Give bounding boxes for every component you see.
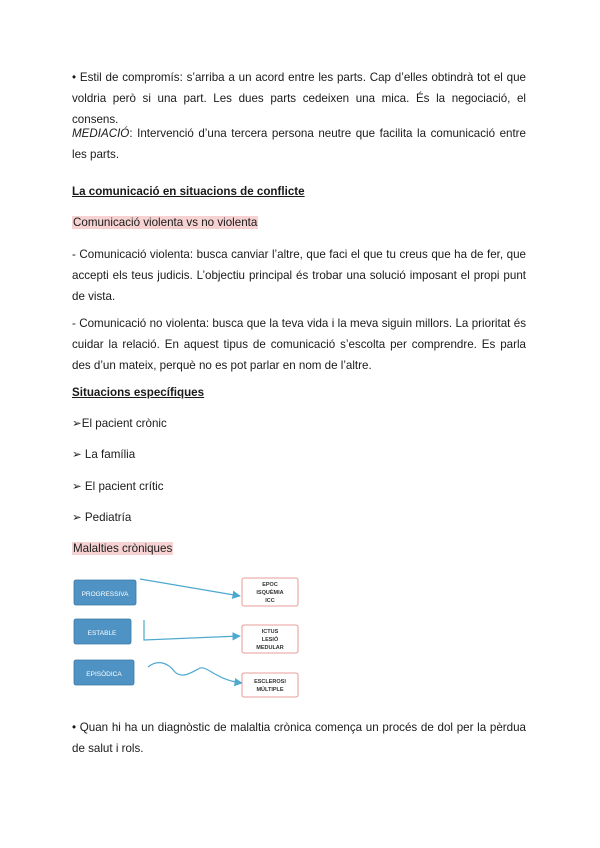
box-esclerosi-multiple [242,673,298,697]
arrow-progressiva [140,579,240,596]
term-mediacio: MEDIACIÓ [72,127,130,140]
arrow-estable [144,620,240,640]
list-item-situacio: ➢ Pediatría [72,511,132,524]
paragraph-compromis: • Estil de compromís: s’arriba a un acord entre les parts. Cap d’elles obtindrà tot el que voldria però si una part. Les dues parts cedeixen una mica. És la negociació, el consens. [72,71,526,126]
box-episodica [74,660,134,685]
box-ictus-lesio-medular [242,625,298,653]
box-line: EPOC [262,582,278,588]
box-line: MEDULAR [256,645,284,651]
heading-comunicacio: La comunicació en situacions de conflicte [72,185,305,198]
list-item-situacio: ➢ La família [72,448,136,461]
list-item-situacio: ➢El pacient crònic [72,417,167,430]
arrow-episodica [148,663,242,683]
box-estable [74,619,131,644]
box-line: LESIÓ [261,637,279,643]
paragraph-diagnostic: • Quan hi ha un diagnòstic de malaltia crònica comença un procés de dol per la pèrdua de salut i rols. [72,721,526,755]
list-item-situacio: ➢ El pacient crític [72,480,164,493]
paragraph-comunicacio-no-violenta: - Comunicació no violenta: busca que la teva vida i la meva siguin millors. La prioritat és cuidar la relació. En aquest tipus de comunicació s’escolta per comprendre. Es parla des d’un mateix, perquè no es pot parlar en nom de l’altre. [72,317,526,372]
box-line: ICTUS [261,629,279,635]
box-label: PROGRESSIVA [81,591,129,598]
box-label: ESTABLE [87,630,117,637]
paragraph-mediacio [72,123,526,165]
box-line: ESCLEROSI [254,679,286,685]
box-line: ICC [265,598,275,604]
subheading-malalties [72,538,526,559]
box-line: MÚLTIPLE [256,687,284,693]
paragraph-comunicacio-violenta: - Comunicació violenta: busca canviar l’altre, que faci el que tu creus que ha de fer, que accepti els teus judicis. L’objectiu principal és trobar una solució imposant el propi punt de vista. [72,248,526,303]
box-line: ISQUÈMIA [256,590,284,596]
box-epoc-isquemia-icc [242,578,298,606]
chronic-disease-diagram [70,570,320,705]
box-label: EPISÒDICA [86,671,122,678]
box-progressiva [74,580,136,605]
mediacio-definition: : Intervenció d’una tercera persona neutre que facilita la comunicació entre les parts. [72,127,526,161]
highlighted-subheading: Malalties cròniques [73,542,173,555]
subheading-comunicacio-violenta [72,212,526,233]
highlighted-subheading: Comunicació violenta vs no violenta [73,216,258,229]
heading-situacions: Situacions específiques [72,386,205,399]
